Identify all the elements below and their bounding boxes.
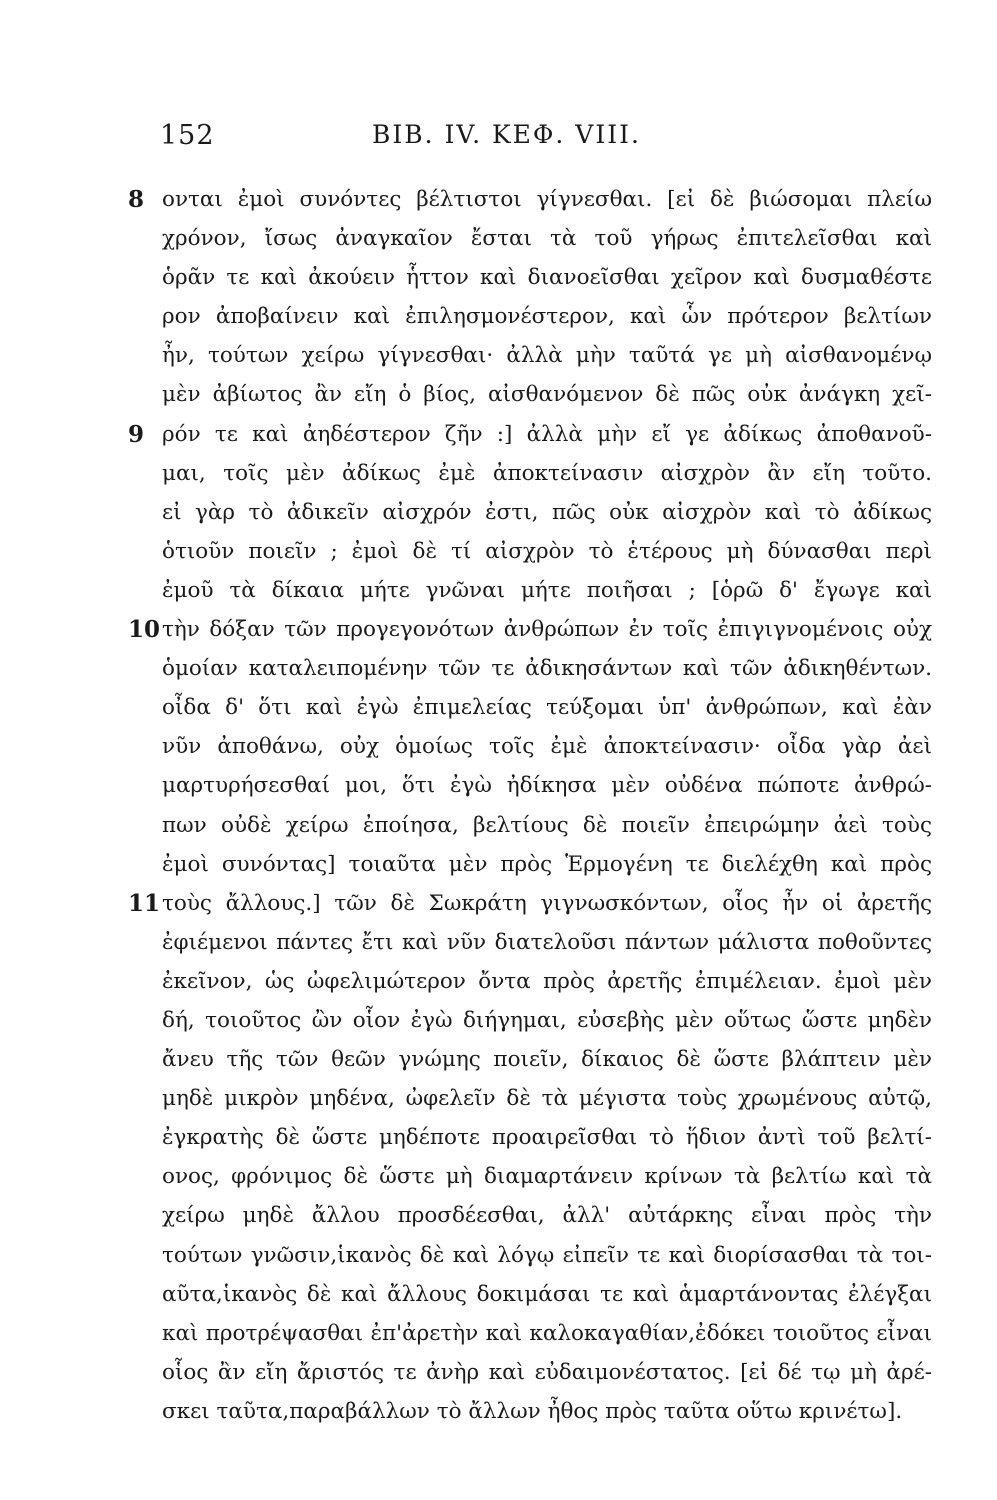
line-text: καὶ προτρέψασθαι ἐπ'ἀρετὴν καὶ καλοκαγαθίαν,ἐδόκει τοιοῦτος εἶναι — [162, 1320, 932, 1346]
text-line — [162, 1196, 932, 1235]
line-text: ἐκεῖνον, ὡς ὠφελιμώτερον ὄντα πρὸς ἀρετῆς ἐπιμέλειαν. ἐμοὶ μὲν — [162, 968, 932, 994]
line-text: ρον ἀποβαίνειν καὶ ἐπιλησμονέστερον, καὶ ὧν πρότερον βελτίων — [162, 304, 932, 330]
line-text: πων οὐδὲ χείρω ἐποίησα, βελτίους δὲ ποιεῖν ἐπειρώμην ἀεὶ τοὺς — [162, 812, 932, 838]
line-text: ὁτιοῦν ποιεῖν ; ἐμοὶ δὲ τί αἰσχρὸν τὸ ἑτέρους μὴ δύνασθαι περὶ — [162, 538, 932, 564]
text-line — [162, 1353, 932, 1392]
section-number: 9 — [128, 420, 145, 448]
line-text: ονος, φρόνιμος δὲ ὥστε μὴ διαμαρτάνειν κρίνων τὰ βελτίω καὶ τὰ — [162, 1164, 932, 1190]
line-text: τὴν δόξαν τῶν προγεγονότων ἀνθρώπων ἐν τοῖς ἐπιγιγνομένοις οὐχ — [162, 617, 932, 643]
line-text: ἐφιέμενοι πάντες ἔτι καὶ νῦν διατελοῦσι πάντων μάλιστα ποθοῦντες — [162, 929, 932, 955]
line-text: μαρτυρήσεσθαί μοι, ὅτι ἐγὼ ἠδίκησα μὲν οὐδένα πώποτε ἀνθρώ- — [162, 773, 932, 799]
line-text: χείρω μηδὲ ἄλλου προσδέεσθαι, ἀλλ' αὐτάρκης εἶναι πρὸς τὴν — [162, 1203, 932, 1229]
text-line — [128, 415, 932, 454]
text-body — [128, 180, 932, 1431]
line-text: ἐγκρατὴς δὲ ὥστε μηδέποτε προαιρεῖσθαι τὸ ἥδιον ἀντὶ τοῦ βελτί- — [162, 1125, 932, 1151]
line-text: ἄνευ τῆς τῶν θεῶν γνώμης ποιεῖν, δίκαιος δὲ ὥστε βλάπτειν μὲν — [162, 1047, 932, 1073]
text-line — [162, 962, 932, 1001]
line-text: χρόνον, ἴσως ἀναγκαῖον ἔσται τὰ τοῦ γήρως ἐπιτελεῖσθαι καὶ — [162, 226, 932, 252]
line-text: μὲν ἀβίωτος ἂν εἴη ὁ βίος, αἰσθανόμενον δὲ πῶς οὐκ ἀνάγκη χεῖ- — [162, 382, 932, 408]
text-line — [162, 219, 932, 258]
text-line — [162, 297, 932, 336]
text-line — [128, 180, 932, 219]
section-number: 11 — [128, 889, 161, 917]
line-text: νῦν ἀποθάνω, οὐχ ὁμοίως τοῖς ἐμὲ ἀποκτείνασιν· οἶδα γὰρ ἀεὶ — [162, 734, 932, 760]
text-line — [162, 845, 932, 884]
line-text: σκει ταῦτα,παραβάλλων τὸ ἄλλων ἦθος πρὸς ταῦτα οὕτω κρινέτω]. — [162, 1398, 903, 1424]
text-line — [162, 1236, 932, 1275]
line-text: τούτων γνῶσιν,ἱκανὸς δὲ καὶ λόγῳ εἰπεῖν τε καὶ διορίσασθαι τὰ τοι- — [162, 1242, 932, 1268]
line-text: ὁμοίαν καταλειπομένην τῶν τε ἀδικησάντων καὶ τῶν ἀδικηθέντων. — [162, 656, 932, 682]
line-text: ονται ἐμοὶ συνόντες βέλτιστοι γίγνεσθαι. [εἰ δὲ βιώσομαι πλείω — [162, 187, 932, 212]
text-line — [162, 649, 932, 688]
line-text: οἶδα δ' ὅτι καὶ ἐγὼ ἐπιμελείας τεύξομαι ὑπ' ἀνθρώπων, καὶ ἐὰν — [162, 695, 932, 721]
line-text: ρόν τε καὶ ἀηδέστερον ζῆν :] ἀλλὰ μὴν εἴ γε ἀδίκως ἀποθανοῦ- — [162, 421, 932, 447]
line-text: αῦτα,ἱκανὸς δὲ καὶ ἄλλους δοκιμάσαι τε καὶ ἁμαρτάνοντας ἐλέγξαι — [162, 1281, 932, 1307]
line-text: τοὺς ἄλλους.] τῶν δὲ Σωκράτη γιγνωσκόντων, οἷος ἦν οἱ ἀρετῆς — [162, 890, 932, 916]
page-header — [160, 120, 940, 160]
text-line — [162, 336, 932, 375]
text-line — [162, 571, 932, 610]
line-text: οἷος ἂν εἴη ἄριστός τε ἀνὴρ καὶ εὐδαιμονέστατος. [εἰ δέ τῳ μὴ ἀρέ- — [162, 1359, 932, 1385]
running-head: ΒΙΒ. IV. ΚΕΦ. VIII. — [372, 120, 641, 149]
line-text: εἰ γὰρ τὸ ἀδικεῖν αἰσχρόν ἐστι, πῶς οὐκ αἰσχρὸν καὶ τὸ ἀδίκως — [162, 499, 932, 525]
line-text: ἦν, τούτων χείρω γίγνεσθαι· ἀλλὰ μὴν ταῦτά γε μὴ αἰσθανομένῳ — [162, 343, 932, 369]
text-line — [128, 884, 932, 923]
line-text: ὁρᾶν τε καὶ ἀκούειν ἧττον καὶ διανοεῖσθαι χεῖρον καὶ δυσμαθέστε — [162, 265, 932, 291]
text-line — [162, 493, 932, 532]
text-line — [162, 1118, 932, 1157]
text-line — [162, 766, 932, 805]
text-line — [162, 923, 932, 962]
text-line — [162, 454, 932, 493]
line-text: ἐμοῦ τὰ δίκαια μήτε γνῶναι μήτε ποιῆσαι ; [ὁρῶ δ' ἔγωγε καὶ — [162, 577, 932, 603]
text-line — [162, 258, 932, 297]
line-text: δή, τοιοῦτος ὢν οἷον ἐγὼ διήγημαι, εὐσεβὴς μὲν οὕτως ὥστε μηδὲν — [162, 1007, 932, 1033]
text-line — [162, 806, 932, 845]
text-line — [162, 688, 932, 727]
text-line — [162, 727, 932, 766]
line-text: μηδὲ μικρὸν μηδένα, ὠφελεῖν δὲ τὰ μέγιστα τοὺς χρωμένους αὐτῷ, — [162, 1086, 932, 1112]
text-line — [128, 610, 932, 649]
text-line — [162, 1040, 932, 1079]
page-number: 152 — [160, 120, 215, 151]
text-line — [162, 375, 932, 414]
section-number: 10 — [128, 616, 161, 644]
line-text: μαι, τοῖς μὲν ἀδίκως ἐμὲ ἀποκτείνασιν αἰσχρὸν ἂν εἴη τοῦτο. — [162, 460, 932, 486]
text-line — [162, 532, 932, 571]
text-line — [162, 1157, 932, 1196]
text-line — [162, 1314, 932, 1353]
text-line — [162, 1079, 932, 1118]
section-number: 8 — [128, 186, 145, 213]
text-line — [162, 1275, 932, 1314]
text-line — [162, 1001, 932, 1040]
line-text: ἐμοὶ συνόντας] τοιαῦτα μὲν πρὸς Ἑρμογένη τε διελέχθη καὶ πρὸς — [162, 851, 932, 877]
text-line — [162, 1392, 932, 1431]
